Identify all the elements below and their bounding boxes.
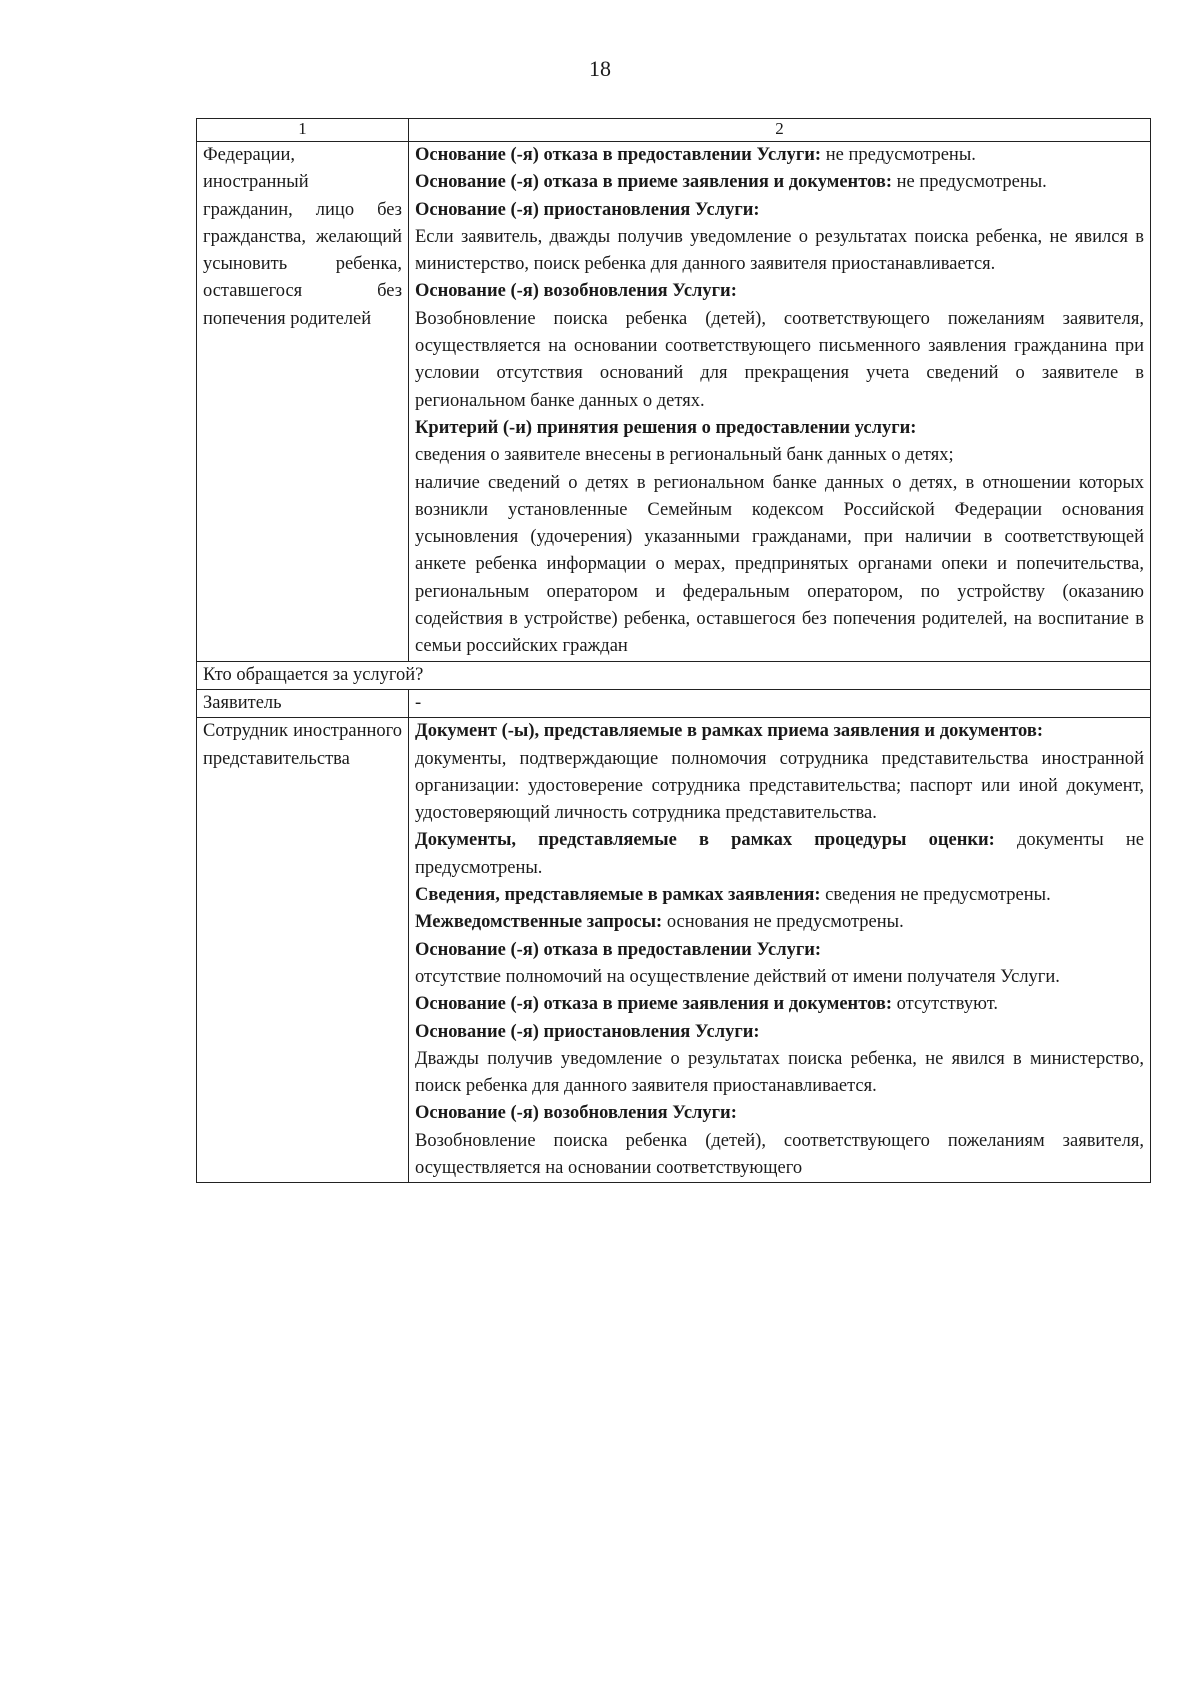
paragraph-text: наличие сведений о детях в региональном банке данных о детях, в отношении которых возникли установленные Семейным кодексом Российской Федерации основания усыновления (удочерения) указанными гражданами, при наличии в соответствующей анкете ребенка информации о мерах, предпринятых органами опеки и попечительства, региональным оператором и федеральным оператором, по устройству (оказанию содействия в устройстве) ребенка, оставшегося без попечения родителей, на воспитание в семьи российских граждан — [415, 472, 1144, 657]
paragraph-label: Сведения, представляемые в рамках заявления: — [415, 885, 821, 906]
paragraph — [415, 306, 1144, 415]
paragraph — [415, 224, 1144, 279]
table-header-row — [197, 119, 1151, 142]
document-table — [196, 118, 1151, 1183]
paragraph — [415, 882, 1144, 909]
paragraph-text: Возобновление поиска ребенка (детей), соответствующего пожеланиям заявителя, осуществляется на основании соответствующего письменного заявления гражданина при условии отсутствия оснований для прекращения учета сведений о заявителе в региональном банке данных о детях. — [415, 308, 1144, 411]
paragraph-label: Документ (-ы), представляемые в рамках приема заявления и документов: — [415, 721, 1043, 742]
paragraph — [415, 1046, 1144, 1101]
paragraph — [415, 442, 1144, 469]
paragraph — [415, 1019, 1144, 1046]
applicant-category-cell: Федерации, иностранный гражданин, лицо без гражданства, желающий усыновить ребенка, оставшегося без попечения родителей — [197, 142, 409, 662]
paragraph-text: документы не предусмотрены. — [415, 830, 1144, 878]
paragraph-label: Документы, представляемые в рамках процедуры оценки: — [415, 830, 995, 851]
paragraph — [415, 746, 1144, 828]
paragraph-text: документы, подтверждающие полномочия сотрудника представительства иностранной организации: удостоверение сотрудника представительства; паспорт или иной документ, удостоверяющий личность сотрудника представительства. — [415, 748, 1144, 824]
column-header-2: 2 — [409, 119, 1151, 142]
paragraph-label: Основание (-я) отказа в предоставлении Услуги: — [415, 145, 822, 165]
paragraph-text: отсутствуют. — [892, 994, 999, 1015]
paragraph-text: не предусмотрены. — [892, 172, 1047, 193]
paragraph-text: основания не предусмотрены. — [662, 912, 904, 933]
paragraph-label: Основание (-я) возобновления Услуги: — [415, 281, 737, 302]
paragraph — [415, 142, 1144, 169]
paragraph-text: не предусмотрены. — [821, 145, 976, 165]
paragraph — [415, 415, 1144, 442]
paragraph-label: Основание (-я) приостановления Услуги: — [415, 1021, 760, 1042]
table-row — [197, 689, 1151, 717]
paragraph-label: Основание (-я) отказа в приеме заявления и документов: — [415, 994, 892, 1015]
paragraph — [415, 278, 1144, 305]
paragraph-text: Если заявитель, дважды получив уведомление о результатах поиска ребенка, не явился в министерство, поиск ребенка для данного заявителя приостанавливается. — [415, 226, 1144, 275]
paragraph — [415, 718, 1144, 745]
paragraph — [415, 964, 1144, 991]
paragraph-label: Основание (-я) возобновления Услуги: — [415, 1103, 737, 1124]
paragraph-label: Основание (-я) отказа в приеме заявления и документов: — [415, 172, 892, 193]
paragraph-text: Возобновление поиска ребенка (детей), соответствующего пожеланиям заявителя, осуществляется на основании соответствующего — [415, 1130, 1144, 1178]
representative-category-cell: Сотрудник иностранного представительства — [197, 718, 409, 1183]
page-number: 18 — [589, 56, 611, 81]
section-row — [197, 661, 1151, 689]
paragraph — [415, 197, 1144, 224]
paragraph-text: сведения о заявителе внесены в региональный банк данных о детях; — [415, 445, 954, 466]
paragraph — [415, 1100, 1144, 1127]
paragraph-label: Межведомственные запросы: — [415, 912, 663, 933]
paragraph-text: отсутствие полномочий на осуществление действий от имени получателя Услуги. — [415, 966, 1060, 987]
paragraph — [415, 991, 1144, 1018]
paragraph-text: сведения не предусмотрены. — [820, 885, 1051, 906]
paragraph — [415, 909, 1144, 936]
paragraph-label: Основание (-я) приостановления Услуги: — [415, 199, 760, 220]
paragraph-label: Основание (-я) отказа в предоставлении Услуги: — [415, 939, 822, 960]
table-row — [197, 718, 1151, 1183]
paragraph-text: Дважды получив уведомление о результатах поиска ребенка, не явился в министерство, поиск ребенка для данного заявителя приостанавливается. — [415, 1048, 1144, 1097]
paragraph — [415, 169, 1144, 196]
paragraph — [415, 1128, 1144, 1183]
conditions-cell — [409, 718, 1151, 1183]
conditions-cell — [409, 142, 1151, 662]
column-header-1: 1 — [197, 119, 409, 142]
applicant-value-cell: - — [409, 689, 1151, 717]
applicant-label-cell: Заявитель — [197, 689, 409, 717]
paragraph — [415, 470, 1144, 661]
paragraph — [415, 827, 1144, 882]
table-row — [197, 142, 1151, 662]
section-title: Кто обращается за услугой? — [197, 661, 1151, 689]
paragraph-label: Критерий (-и) принятия решения о предоставлении услуги: — [415, 417, 917, 438]
paragraph — [415, 937, 1144, 964]
